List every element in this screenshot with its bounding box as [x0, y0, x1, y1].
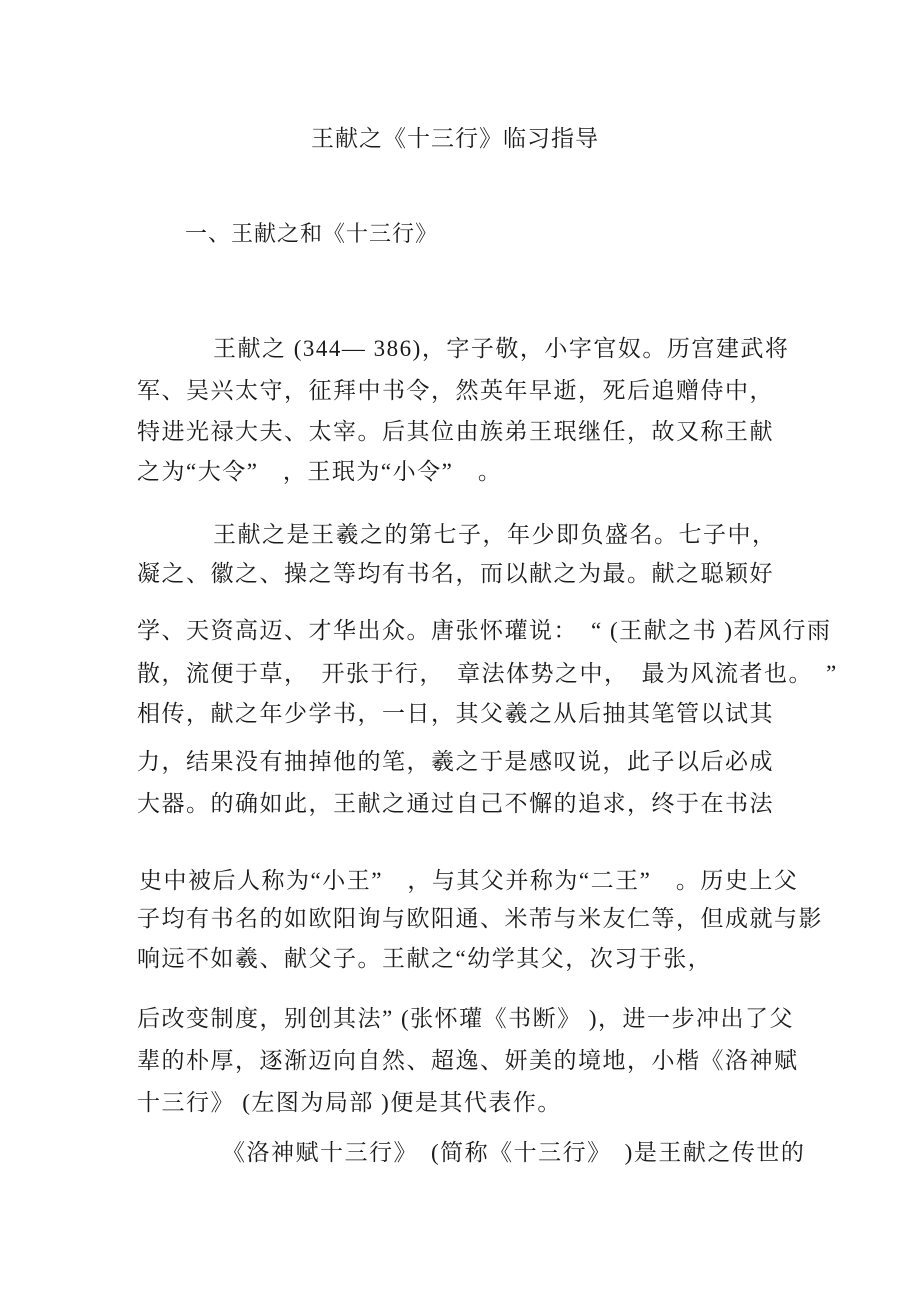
text-line: 《洛神赋十三行》 (简称《十三行》 )是王献之传世的	[222, 1140, 806, 1165]
text-line: 王献之是王羲之的第七子，年少即负盛名。七子中，	[213, 522, 777, 547]
text-line: 史中被后人称为“小王” ，与其父并称为“二王” 。历史上父	[139, 868, 799, 893]
text-line: 王献之 (344— 386)，字子敬，小字官奴。历宫建武将	[213, 336, 790, 361]
section-heading: 一、王献之和《十三行》	[185, 221, 439, 246]
text-line: 大器。的确如此，王献之通过自己不懈的追求，终于在书法	[137, 791, 774, 816]
text-line: 军、吴兴太守，征拜中书令，然英年早逝，死后追赠侍中，	[137, 378, 774, 403]
text-line: 子均有书名的如欧阳询与欧阳通、米芾与米友仁等，但成就与影	[137, 906, 823, 931]
text-line: 后改变制度，别创其法” (张怀瓘《书断》 )，进一步冲出了父	[137, 1006, 795, 1031]
text-line: 学、天资高迈、才华出众。唐张怀瓘说： “ (王献之书 )若风行雨	[137, 618, 832, 643]
text-line: 之为“大令” ，王珉为“小令” 。	[137, 459, 503, 484]
document-title: 王献之《十三行》临习指导	[311, 126, 599, 151]
text-line: 力，结果没有抽掉他的笔，羲之于是感叹说，此子以后必成	[137, 749, 774, 774]
text-line: 凝之、徽之、操之等均有书名，而以献之为最。献之聪颖好	[137, 561, 774, 586]
text-line: 十三行》 (左图为局部 )便是其代表作。	[137, 1090, 562, 1115]
text-line: 散，流便于草， 开张于行， 章法体势之中， 最为风流者也。 ”	[137, 661, 838, 686]
text-line: 相传，献之年少学书，一日，其父羲之从后抽其笔管以试其	[137, 701, 774, 726]
text-line: 特进光禄大夫、太宰。后其位由族弟王珉继任，故又称王献	[137, 419, 774, 444]
text-line: 辈的朴厚，逐渐迈向自然、超逸、妍美的境地，小楷《洛神赋	[137, 1048, 799, 1073]
text-line: 响远不如羲、献父子。王献之“幼学其父，次习于张，	[137, 946, 713, 971]
